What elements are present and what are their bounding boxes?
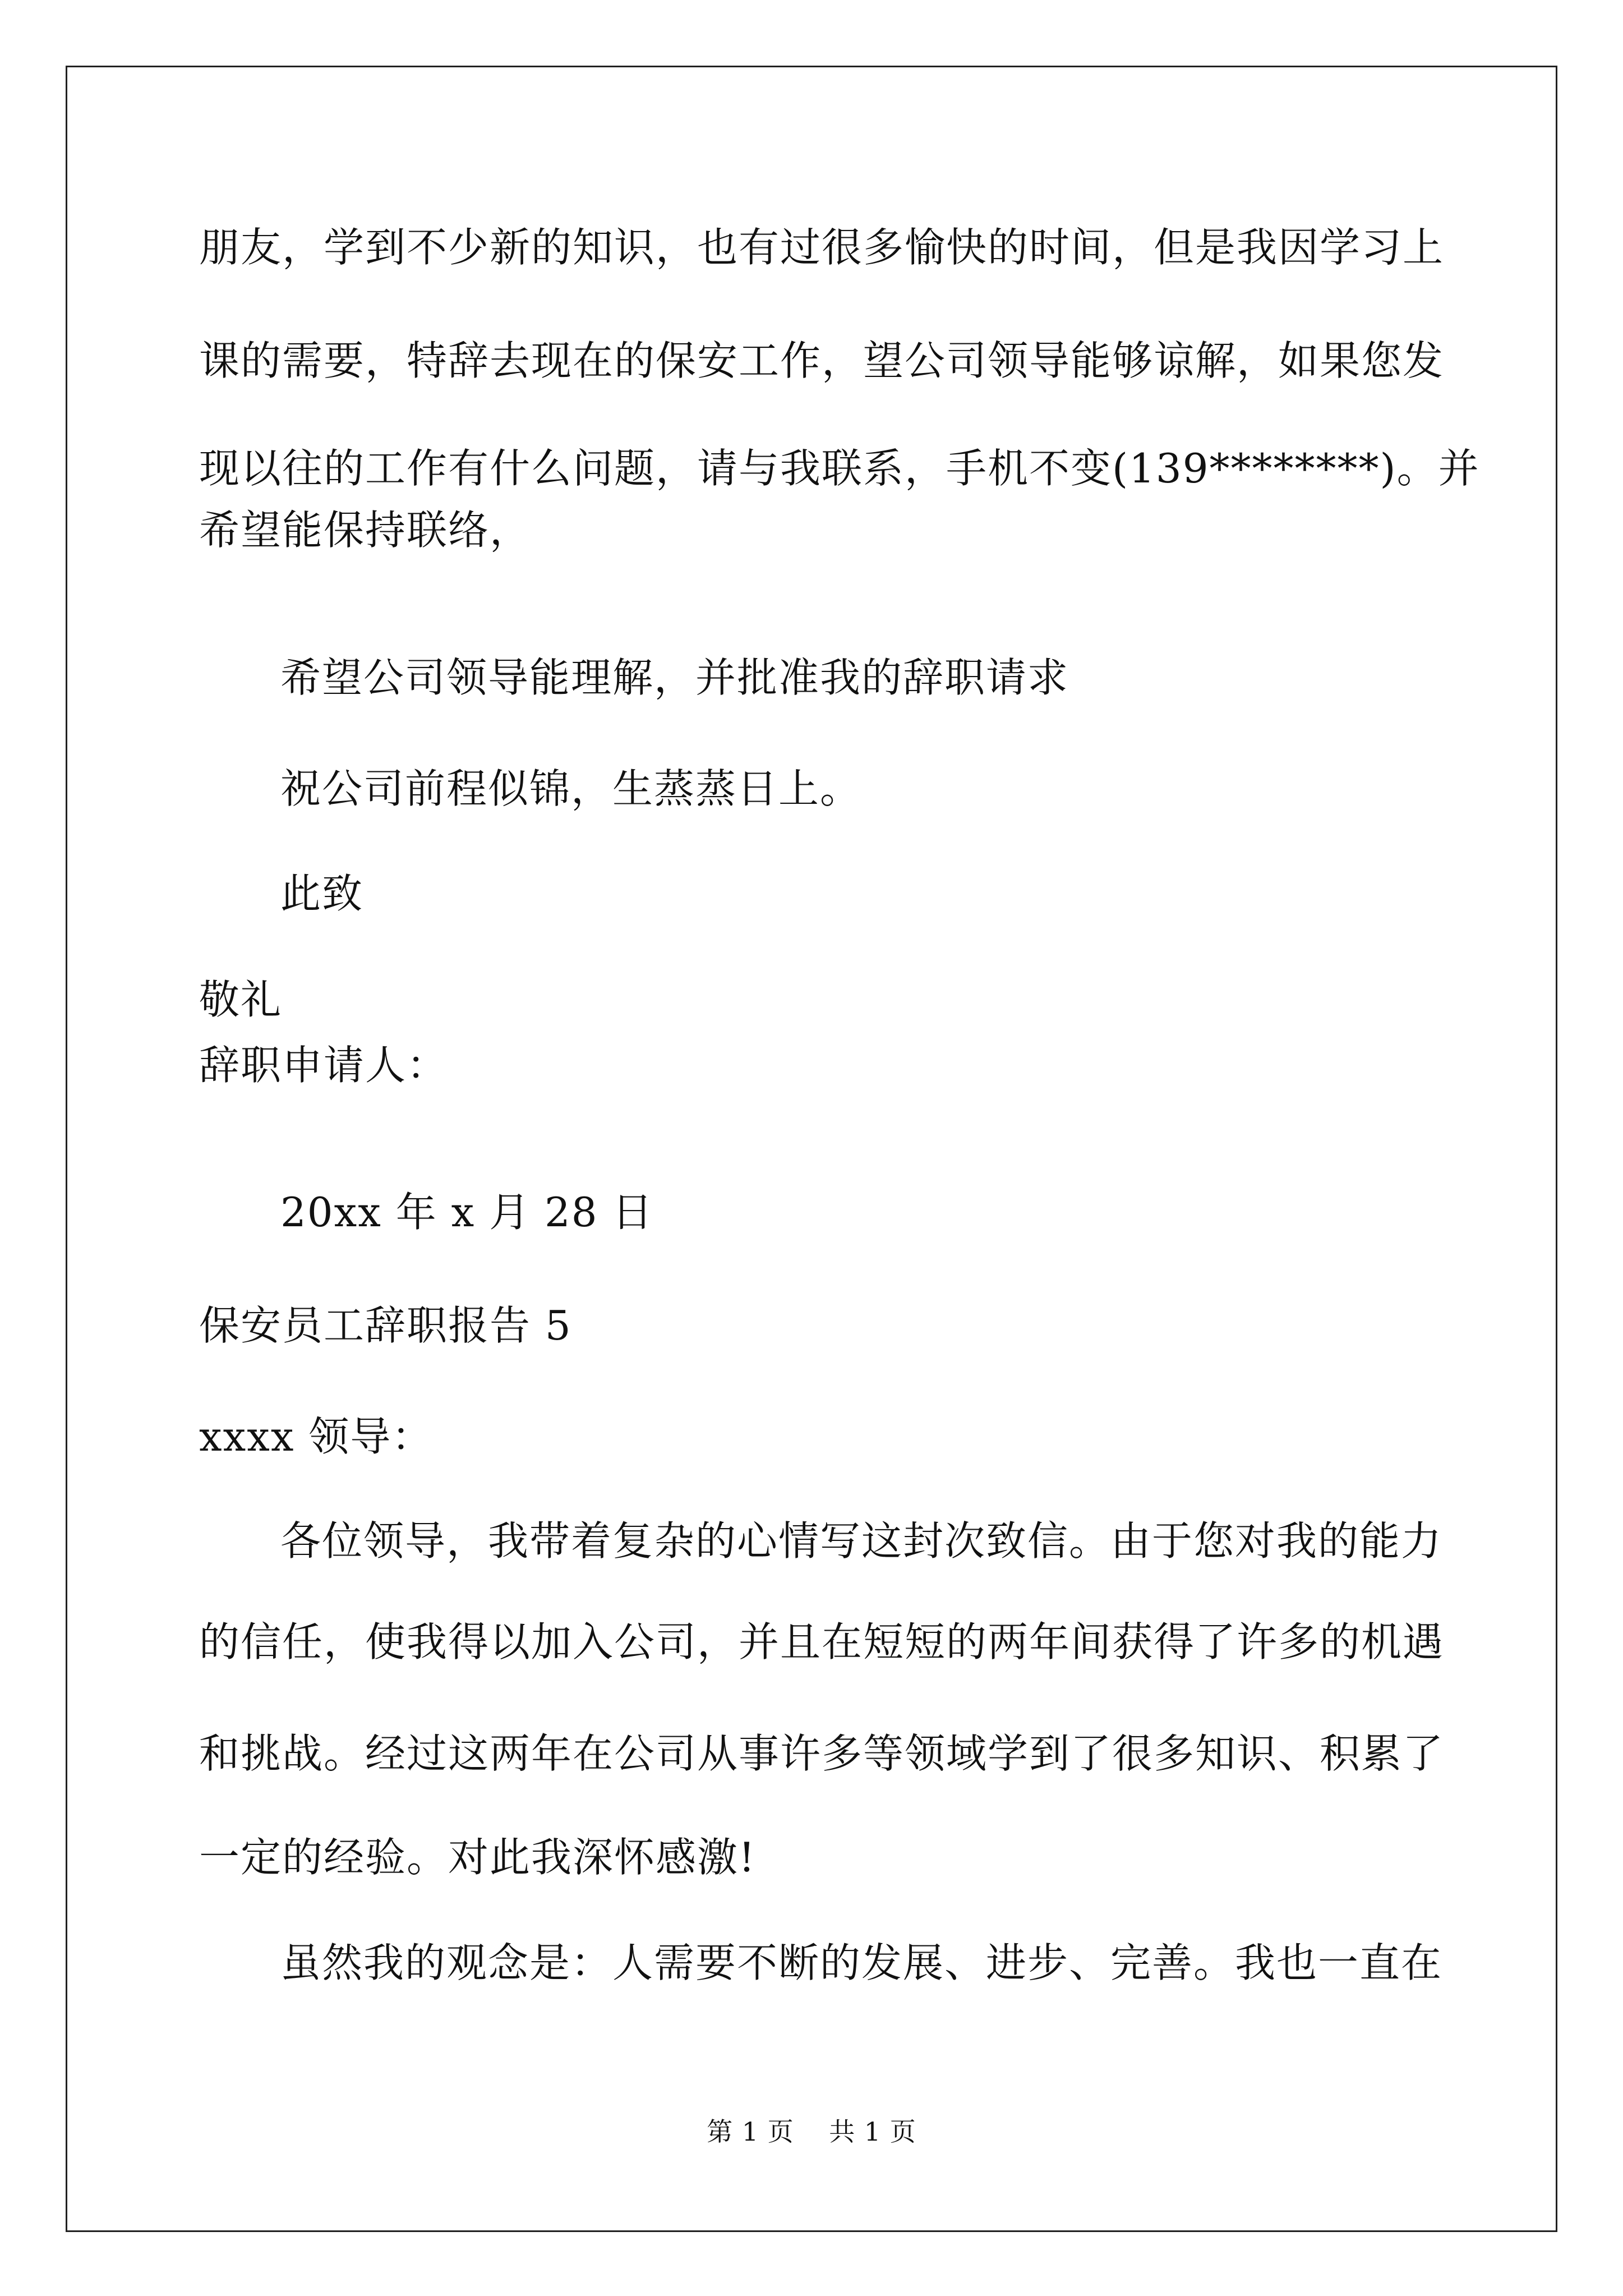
section-title: 保安员工辞职报告 5 [199,1302,572,1349]
body-line: 一定的经验。对此我深怀感激! [199,1834,756,1881]
page-border [66,66,1557,2232]
closing-wish: 祝公司前程似锦，生蒸蒸日上。 [280,765,862,812]
date-line: 20xx 年 x 月 28 日 [280,1189,654,1236]
body-line: 朋友，学到不少新的知识，也有过很多愉快的时间，但是我因学习上 [199,224,1445,271]
body-line: 各位领导，我带着复杂的心情写这封次致信。由于您对我的能力 [280,1517,1443,1565]
salutation-jingli: 敬礼 [199,976,283,1023]
body-line: 希望公司领导能理解，并批准我的辞职请求 [280,654,1069,701]
body-line: 虽然我的观念是：人需要不断的发展、进步、完善。我也一直在 [280,1939,1443,1986]
recipient-line: xxxx 领导： [199,1413,434,1460]
body-line: 现以往的工作有什么问题，请与我联系，手机不变(139********)。并 [199,445,1480,492]
salutation-cizhi: 此致 [280,870,364,917]
body-line: 和挑战。经过这两年在公司从事许多等领域学到了很多知识、积累了 [199,1730,1445,1777]
body-line: 希望能保持联络， [199,507,532,554]
page-footer: 第 1 页 共 1 页 [707,2116,916,2147]
body-line: 的信任，使我得以加入公司，并且在短短的两年间获得了许多的机遇 [199,1618,1445,1665]
applicant-label: 辞职申请人： [199,1042,449,1089]
body-line: 课的需要，特辞去现在的保安工作，望公司领导能够谅解，如果您发 [199,337,1445,384]
